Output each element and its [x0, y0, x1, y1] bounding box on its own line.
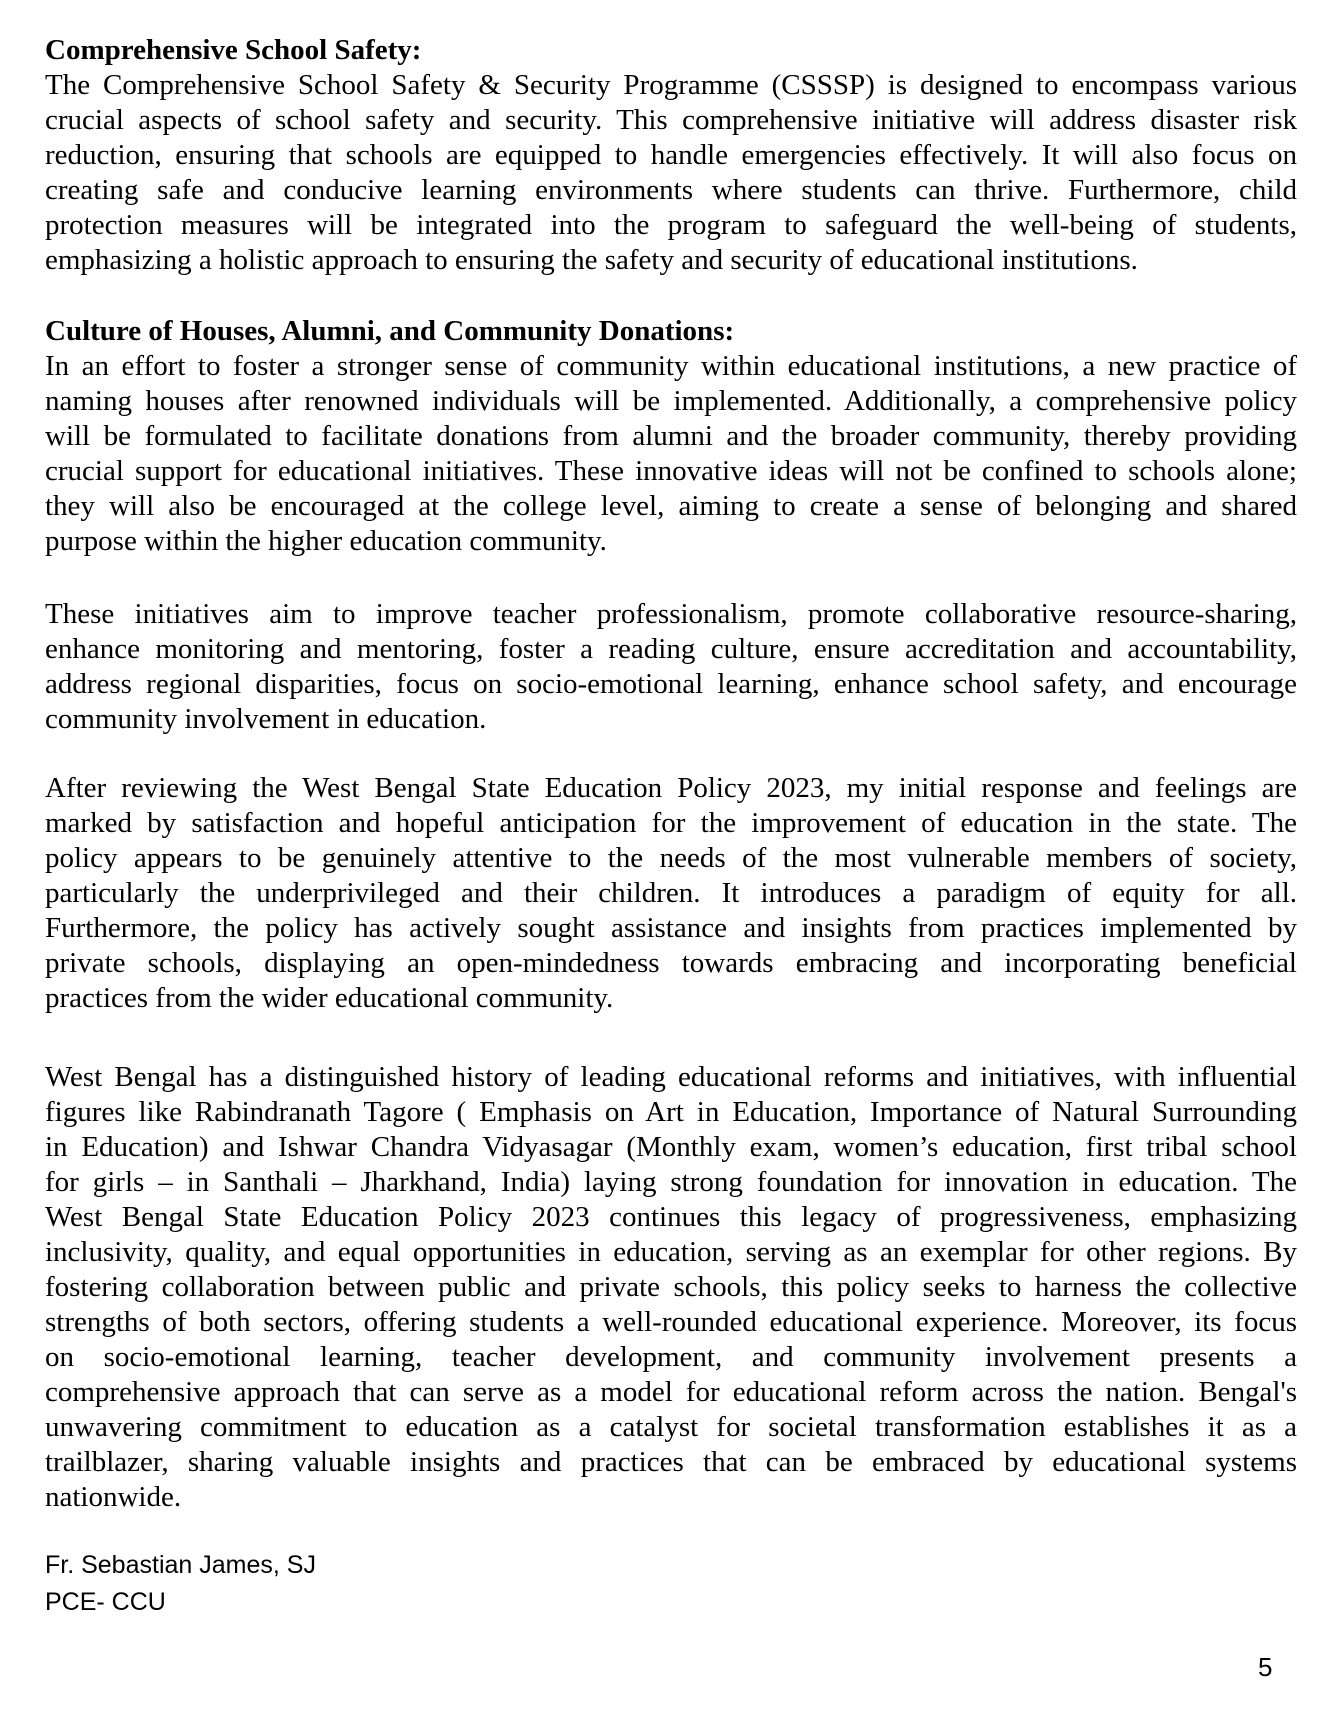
paragraph-line: figures like Rabindranath Tagore ( Emphasis on Art in Education, Importance of Natural Surrounding [45, 1096, 1297, 1128]
paragraph-line: address regional disparities, focus on socio-emotional learning, enhance school safety, and encourage [45, 668, 1297, 700]
paragraph-line: The Comprehensive School Safety & Security Programme (CSSSP) is designed to encompass various [45, 69, 1297, 101]
paragraph-line: they will also be encouraged at the college level, aiming to create a sense of belonging and shared [45, 490, 1297, 522]
signature-block [45, 1547, 316, 1621]
paragraph-line: unwavering commitment to education as a catalyst for societal transformation establishes it as a [45, 1411, 1297, 1443]
signature-name: Fr. Sebastian James, SJ [45, 1551, 316, 1579]
paragraph-line: trailblazer, sharing valuable insights and practices that can be embraced by educational systems [45, 1446, 1297, 1478]
paragraph-line: West Bengal State Education Policy 2023 continues this legacy of progressiveness, emphasizing [45, 1201, 1297, 1233]
paragraph-line: purpose within the higher education community. [45, 525, 607, 557]
paragraph-line: reduction, ensuring that schools are equipped to handle emergencies effectively. It will also focus on [45, 139, 1297, 171]
paragraph-line: These initiatives aim to improve teacher professionalism, promote collaborative resource-sharing, [45, 598, 1297, 630]
section-culture-of-houses [45, 314, 1297, 559]
paragraph-initiatives-summary [45, 597, 1297, 737]
paragraph-line: nationwide. [45, 1481, 182, 1513]
page-number: 5 [1258, 1652, 1273, 1682]
paragraph-line: creating safe and conducive learning environments where students can thrive. Furthermore, child [45, 174, 1297, 206]
paragraph-initial-response [45, 771, 1297, 1016]
section-heading: Comprehensive School Safety: [45, 34, 422, 66]
paragraph-line: private schools, displaying an open-mindedness towards embracing and incorporating beneficial [45, 947, 1297, 979]
paragraph-line: strengths of both sectors, offering students a well-rounded educational experience. Moreover, its focus [45, 1306, 1297, 1338]
paragraph-line: West Bengal has a distinguished history of leading educational reforms and initiatives, with influential [45, 1061, 1297, 1093]
paragraph-line: for girls – in Santhali – Jharkhand, India) laying strong foundation for innovation in education. The [45, 1166, 1297, 1198]
signature-affiliation: PCE- CCU [45, 1588, 166, 1616]
paragraph-line: In an effort to foster a stronger sense of community within educational institutions, a new practice of [45, 350, 1297, 382]
paragraph-line: fostering collaboration between public and private schools, this policy seeks to harness the collective [45, 1271, 1297, 1303]
section-comprehensive-school-safety [45, 33, 1297, 278]
paragraph-line: marked by satisfaction and hopeful anticipation for the improvement of education in the state. The [45, 807, 1297, 839]
paragraph-line: After reviewing the West Bengal State Education Policy 2023, my initial response and feelings are [45, 772, 1297, 804]
paragraph-line: particularly the underprivileged and their children. It introduces a paradigm of equity for all. [45, 877, 1297, 909]
paragraph-line: practices from the wider educational community. [45, 982, 614, 1014]
paragraph-line: crucial support for educational initiatives. These innovative ideas will not be confined to schools alone; [45, 455, 1297, 487]
paragraph-line: naming houses after renowned individuals will be implemented. Additionally, a comprehensive policy [45, 385, 1297, 417]
paragraph-line: in Education) and Ishwar Chandra Vidyasagar (Monthly exam, women’s education, first tribal school [45, 1131, 1297, 1163]
paragraph-line: will be formulated to facilitate donations from alumni and the broader community, thereby providing [45, 420, 1297, 452]
paragraph-line: policy appears to be genuinely attentive to the needs of the most vulnerable members of society, [45, 842, 1297, 874]
paragraph-line: enhance monitoring and mentoring, foster a reading culture, ensure accreditation and accountability, [45, 633, 1297, 665]
paragraph-west-bengal-history [45, 1060, 1297, 1515]
paragraph-line: crucial aspects of school safety and security. This comprehensive initiative will address disaster risk [45, 104, 1297, 136]
paragraph-line: Furthermore, the policy has actively sought assistance and insights from practices implemented by [45, 912, 1297, 944]
paragraph-line: on socio-emotional learning, teacher development, and community involvement presents a [45, 1341, 1297, 1373]
paragraph-line: comprehensive approach that can serve as a model for educational reform across the nation. Bengal's [45, 1376, 1297, 1408]
paragraph-line: community involvement in education. [45, 703, 487, 735]
paragraph-line: inclusivity, quality, and equal opportunities in education, serving as an exemplar for other regions. By [45, 1236, 1297, 1268]
section-heading: Culture of Houses, Alumni, and Community Donations: [45, 315, 735, 347]
paragraph-line: emphasizing a holistic approach to ensuring the safety and security of educational institutions. [45, 244, 1138, 276]
paragraph-line: protection measures will be integrated into the program to safeguard the well-being of students, [45, 209, 1297, 241]
